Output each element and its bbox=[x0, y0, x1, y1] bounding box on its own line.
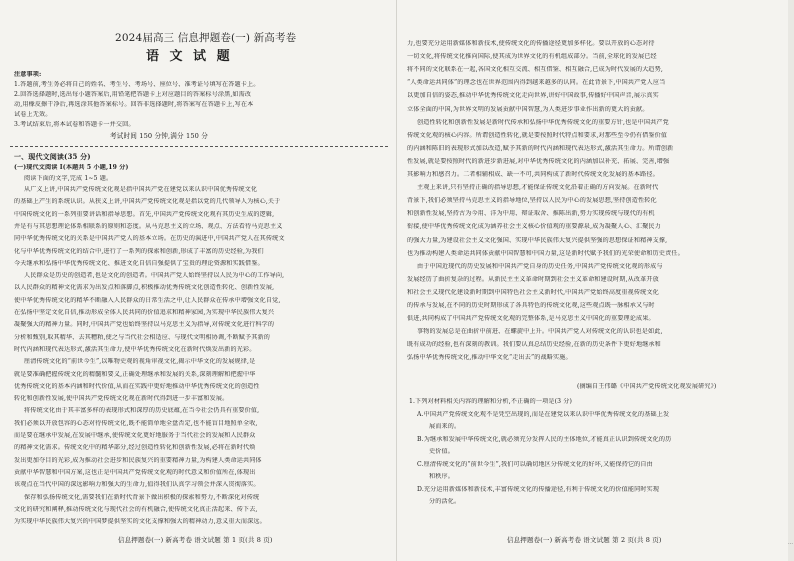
sub-section-heading: (一)现代文阅读 Ⅰ(本题共 5 小题,19 分) bbox=[14, 164, 129, 171]
passage-line: “人类命运共同体”的理念也在世界范围内得到越来越多的认同。在此背景下,中国共产党人应当 bbox=[407, 79, 666, 87]
passage-line: 贡献中华智慧和中国方案,这也正是中国共产党传统文化观的时代意义和价值所在,体现出 bbox=[14, 468, 256, 476]
notice-heading: 注意事项: bbox=[14, 71, 42, 78]
passage-line: 为实现中华民族伟大复兴的中国梦提供坚实的文化支撑和强大的精神动力,意义重大而深远。 bbox=[14, 518, 266, 526]
passage-line: 传统文化观的核心内容。所谓创造性转化,就是要按照时代特点和要求,对那些至今仍有借鉴价值 bbox=[407, 131, 668, 139]
passage-line: 主观上来讲,只有坚持正确的指导思想,才能保证传统文化沿着正确的方向发展。在新时代 bbox=[417, 184, 659, 192]
notice-line: 动,用橡皮擦干净后,再选涂其他答案标号。回答非选择题时,将答案写在答题卡上,写在本 bbox=[14, 101, 254, 108]
passage-line: 俱进,共同构成了中国共产党传统文化观的完整体系,是马克思主义中国化的重要理论成果。 bbox=[407, 315, 655, 323]
question-option: B.为继承和发展中华传统文化,就必须充分发挥人民的主体地位,才能真正认识到传统文化的历 bbox=[417, 436, 672, 443]
passage-line: 保存和弘扬传统文化,需要我们在新时代背景下做出积极的探索和努力,不断深化对传统 bbox=[24, 493, 260, 501]
passage-line: 厘清传统文化的“前世今生”,以唯物史观的视角审视文化,揭示中华文化的发展规律,是 bbox=[24, 358, 256, 366]
page-2 bbox=[397, 0, 794, 561]
passage-line: 的基础上产生的系统认识。从狭义上讲,中国共产党传统文化观是指以党的几代领导人为核心,关于 bbox=[14, 198, 281, 206]
notice-line: 试卷上无效。 bbox=[14, 111, 52, 118]
passage-line: 力,也要充分运用新媒体和新技术,使传统文化的传播途径更加多样化。要以开放的心态对待 bbox=[407, 40, 655, 47]
passage-line: 性发展,就是要按照时代的新进步新进展,对中华优秀传统文化的内涵加以补充、拓展、完善,增强 bbox=[407, 157, 670, 165]
passage-line: 和社会主义现代化建设新时期到中国特色社会主义新时代,中国共产党始终高度重视传统文化 bbox=[407, 288, 659, 296]
notice-line: 1.答题前,考生务必将自己的姓名、考生号、考场号、座位号、准考证号填写在答题卡上。 bbox=[14, 81, 260, 88]
passage-line: 在弘扬中坚定文化自信,推动形成全体人民共同的价值追求和精神家园,为实现中华民族伟大复兴 bbox=[14, 309, 275, 316]
question-option: D.充分运用新媒体和新技术,丰富传统文化的传播途径,有利于传统文化的价值能同时实现 bbox=[417, 486, 660, 493]
page-footer: 信息押题卷(一) 新高考卷 语文试题 第 2 页(共 8 页) bbox=[507, 536, 662, 544]
passage-line: 化与中华优秀传统文化的结合中,进行了一系列的探索和创新,形成了丰富的历史经验,为我们 bbox=[14, 247, 264, 255]
binding-edge bbox=[788, 0, 794, 561]
passage-line: 凝聚强大的精神力量。同时,中国共产党也始终坚持以马克思主义为指导,对传统文化进行科学的 bbox=[14, 321, 275, 329]
passage-line: 就是要准确把握传统文化的精髓和要义,正确处理继承和发展的关系,深刻理解和把握中华 bbox=[14, 370, 256, 378]
passage-line: 发出更加夺目的光彩,成为推动社会进步和民族复兴的重要精神力量,为构建人类命运共同体 bbox=[14, 456, 262, 464]
subject-title: 语 文 试 题 bbox=[146, 49, 233, 64]
passage-line: 事物的发展总是在曲折中前进、在螺旋中上升。中国共产党人对传统文化的认识也是如此, bbox=[417, 328, 663, 336]
passage-line: 也为推动构建人类命运共同体贡献中国智慧和中国力量,这是新时代赋予我们的光荣使命和历史责任。 bbox=[407, 249, 684, 257]
passage-line: 一切文化,将传统文化推向国际,使其成为世界文化的有机组成部分。当前,全球化的发展已经 bbox=[407, 53, 657, 61]
question-option: 展而来的。 bbox=[429, 423, 461, 430]
passage-line: 的传承与发展,在不同的历史时期形成了各具特色的传统文化观,这些观点既一脉相承又与时 bbox=[407, 302, 655, 309]
passage-line: 该观点在当代中国的深远影响力和强大的生命力,值得我们认真学习领会并深入贯彻落实。 bbox=[14, 481, 260, 489]
time-score-line: 考试时间 150 分钟,满分 150 分 bbox=[110, 132, 208, 140]
question-option: C.厘清传统文化的“前世今生”,我们可以确切地区分传统文化的好坏,又能保持它的自由 bbox=[417, 461, 653, 468]
passage-line: 以人民群众的精神文化需求为出发点和落脚点,积极推动优秀传统文化创造性转化、创新性发展, bbox=[14, 284, 275, 292]
passage-line: 既有成功的经验,也有深刻的教训。我们要认真总结历史经验,在新的历史条件下更好地继承和 bbox=[407, 341, 661, 349]
passage-line: 的强大力量,为建设社会主义文化强国、实现中华民族伟大复兴提供坚强的思想保证和精神支撑, bbox=[407, 236, 668, 244]
source-note: (摘编自王伟璐《中国共产党传统文化观发展研究》) bbox=[577, 383, 717, 390]
passage-line: 并是有与其思想理论体系相联系的原则和态度。从马克思主义的立场、观点、方法看待马克思主义 bbox=[14, 222, 283, 230]
passage-line: 而是要在继承中发展,在发展中继承,使传统文化更好地服务于当代社会的发展和人民群众 bbox=[14, 432, 256, 439]
question-option: A.中国共产党传统文化观不是凭空出现的,而是在建党以来认识中华优秀传统文化的基础上发 bbox=[417, 411, 670, 418]
passage-line: 人民群众是历史的创造者,也是文化的创造者。中国共产党人始终坚持以人民为中心的工作导向, bbox=[24, 272, 285, 280]
passage-line: 将不同的文化联系在一起,各国文化相互交流、相互借鉴、相互融合,已成为时代发展的大趋势, bbox=[407, 66, 664, 74]
passage-line: 同中华优秀传统文化的关系是中国共产党人的基本立场。在历史的演进中,中国共产党人在其传统文 bbox=[14, 235, 285, 243]
notice-line: 3.考试结束后,将本试卷和答题卡一并交回。 bbox=[14, 121, 135, 128]
edge-mark: … bbox=[788, 540, 793, 546]
passage-line: 其影响力和感召力。二者相辅相成、缺一不可,共同构成了新时代传统文化发展的基本路径。 bbox=[407, 171, 659, 178]
question-option: 分的活化。 bbox=[429, 498, 461, 505]
section-divider bbox=[10, 146, 388, 147]
section-heading: 一、现代文阅读(35 分) bbox=[14, 153, 91, 161]
notice-line: 2.回答选择题时,选出每小题答案后,用铅笔把答题卡上对应题目的答案标号涂黑,如需改 bbox=[14, 91, 252, 98]
reading-instruction: 阅读下面的文字,完成 1~5 题。 bbox=[24, 175, 113, 182]
passage-line: 我们必须以开放包容的心态对待传统文化,既不能简单地全盘否定,也不能盲目地照单全收, bbox=[14, 419, 258, 427]
passage-line: 弘扬中华优秀传统文化,推动中华文化“走出去”的战略实施。 bbox=[407, 354, 572, 362]
passage-line: 今天继承和弘扬中华优秀传统文化、推进文化自信自强提供了宝贵的理论资源和实践借鉴。 bbox=[14, 259, 264, 267]
passage-line: 发展经历了曲折复杂的过程。从新民主主义革命时期到社会主义革命和建设时期,从改革开放 bbox=[407, 275, 659, 283]
passage-line: 背景下,我们必须坚持马克思主义的指导地位,坚持以人民为中心的发展思想,坚持创造性转化 bbox=[407, 197, 657, 205]
passage-line: 立体全面的中国,为世界文明的发展贡献中国智慧,为人类进步事业作出新的更大的贡献。 bbox=[407, 105, 649, 113]
passage-line: 从广义上讲,中国共产党传统文化观是指中国共产党在建党以来认识中国优秀传统文化 bbox=[24, 186, 258, 193]
passage-line: 将传统文化由于其丰富多样的表现形式和深厚的历史底蕴,在当今社会仍具有重要价值, bbox=[24, 407, 260, 415]
passage-line: 创造性转化和创新性发展是新时代传承和弘扬中华优秀传统文化的重要方针,也是中国共产党 bbox=[417, 118, 669, 126]
passage-line: 分析和甄别,取其精华、去其糟粕,使之与当代社会相适应、与现代文明相协调,不断赋予其新的 bbox=[14, 333, 271, 341]
passage-line: 文化的研究和阐释,推动传统文化与现代社会的有机融合,使传统文化真正活起来、传下去, bbox=[14, 505, 258, 513]
page-footer: 信息押题卷(一) 新高考卷 语文试题 第 1 页(共 8 页) bbox=[118, 536, 273, 544]
passage-line: 时代内涵和现代表达形式,激活其生命力,使中华优秀传统文化在新时代焕发出新的光彩。 bbox=[14, 345, 256, 353]
passage-line: 和创新性发展,坚持古为今用、洋为中用、辩证取舍、推陈出新,努力实现传统与现代的有机 bbox=[407, 210, 655, 218]
passage-line: 使中华优秀传统文化的精华不断融入人民群众的日常生活之中,让人民群众在传承中增强文化自觉, bbox=[14, 296, 281, 304]
passage-line: 的精神文化需求。传统文化中的精华部分,经过创造性转化和创新性发展,必将在新时代焕 bbox=[14, 444, 256, 452]
passage-line: 转化和创新性发展,使中国共产党传统文化观在新时代得到进一步丰富和发展。 bbox=[14, 395, 229, 403]
passage-line: 优秀传统文化的基本内涵和时代价值,从而在实践中更好地推动中华优秀传统文化的创造性 bbox=[14, 382, 260, 390]
exam-title-line: 2024届高三 信息押题卷(一) 新高考卷 bbox=[115, 32, 297, 44]
passage-line: 衔接,使中华优秀传统文化成为涵养社会主义核心价值观的重要源泉,成为凝聚人心、汇聚民力 bbox=[407, 223, 661, 231]
passage-line: 中国传统文化的一系列重要讲话和指导思想。首先,中国共产党传统文化观有其历史生成的逻辑, bbox=[14, 210, 275, 218]
passage-line: 以更加自信的姿态,推动中华优秀传统文化走向世界,讲好中国故事,传播好中国声音,展示真实 bbox=[407, 92, 659, 100]
question-stem: 1.下列对材料相关内容的理解和分析,不正确的一项是(3 分) bbox=[409, 398, 572, 405]
question-option: 史价值。 bbox=[429, 448, 454, 455]
question-option: 和秩序。 bbox=[429, 473, 454, 480]
passage-line: 由于中国近现代的历史发展和中国共产党自身的历史任务,中国共产党传统文化观的形成与 bbox=[417, 262, 663, 270]
passage-line: 的内涵和陈旧的表现形式加以改造,赋予其新的时代内涵和现代表达形式,激活其生命力。所谓创新 bbox=[407, 144, 674, 152]
